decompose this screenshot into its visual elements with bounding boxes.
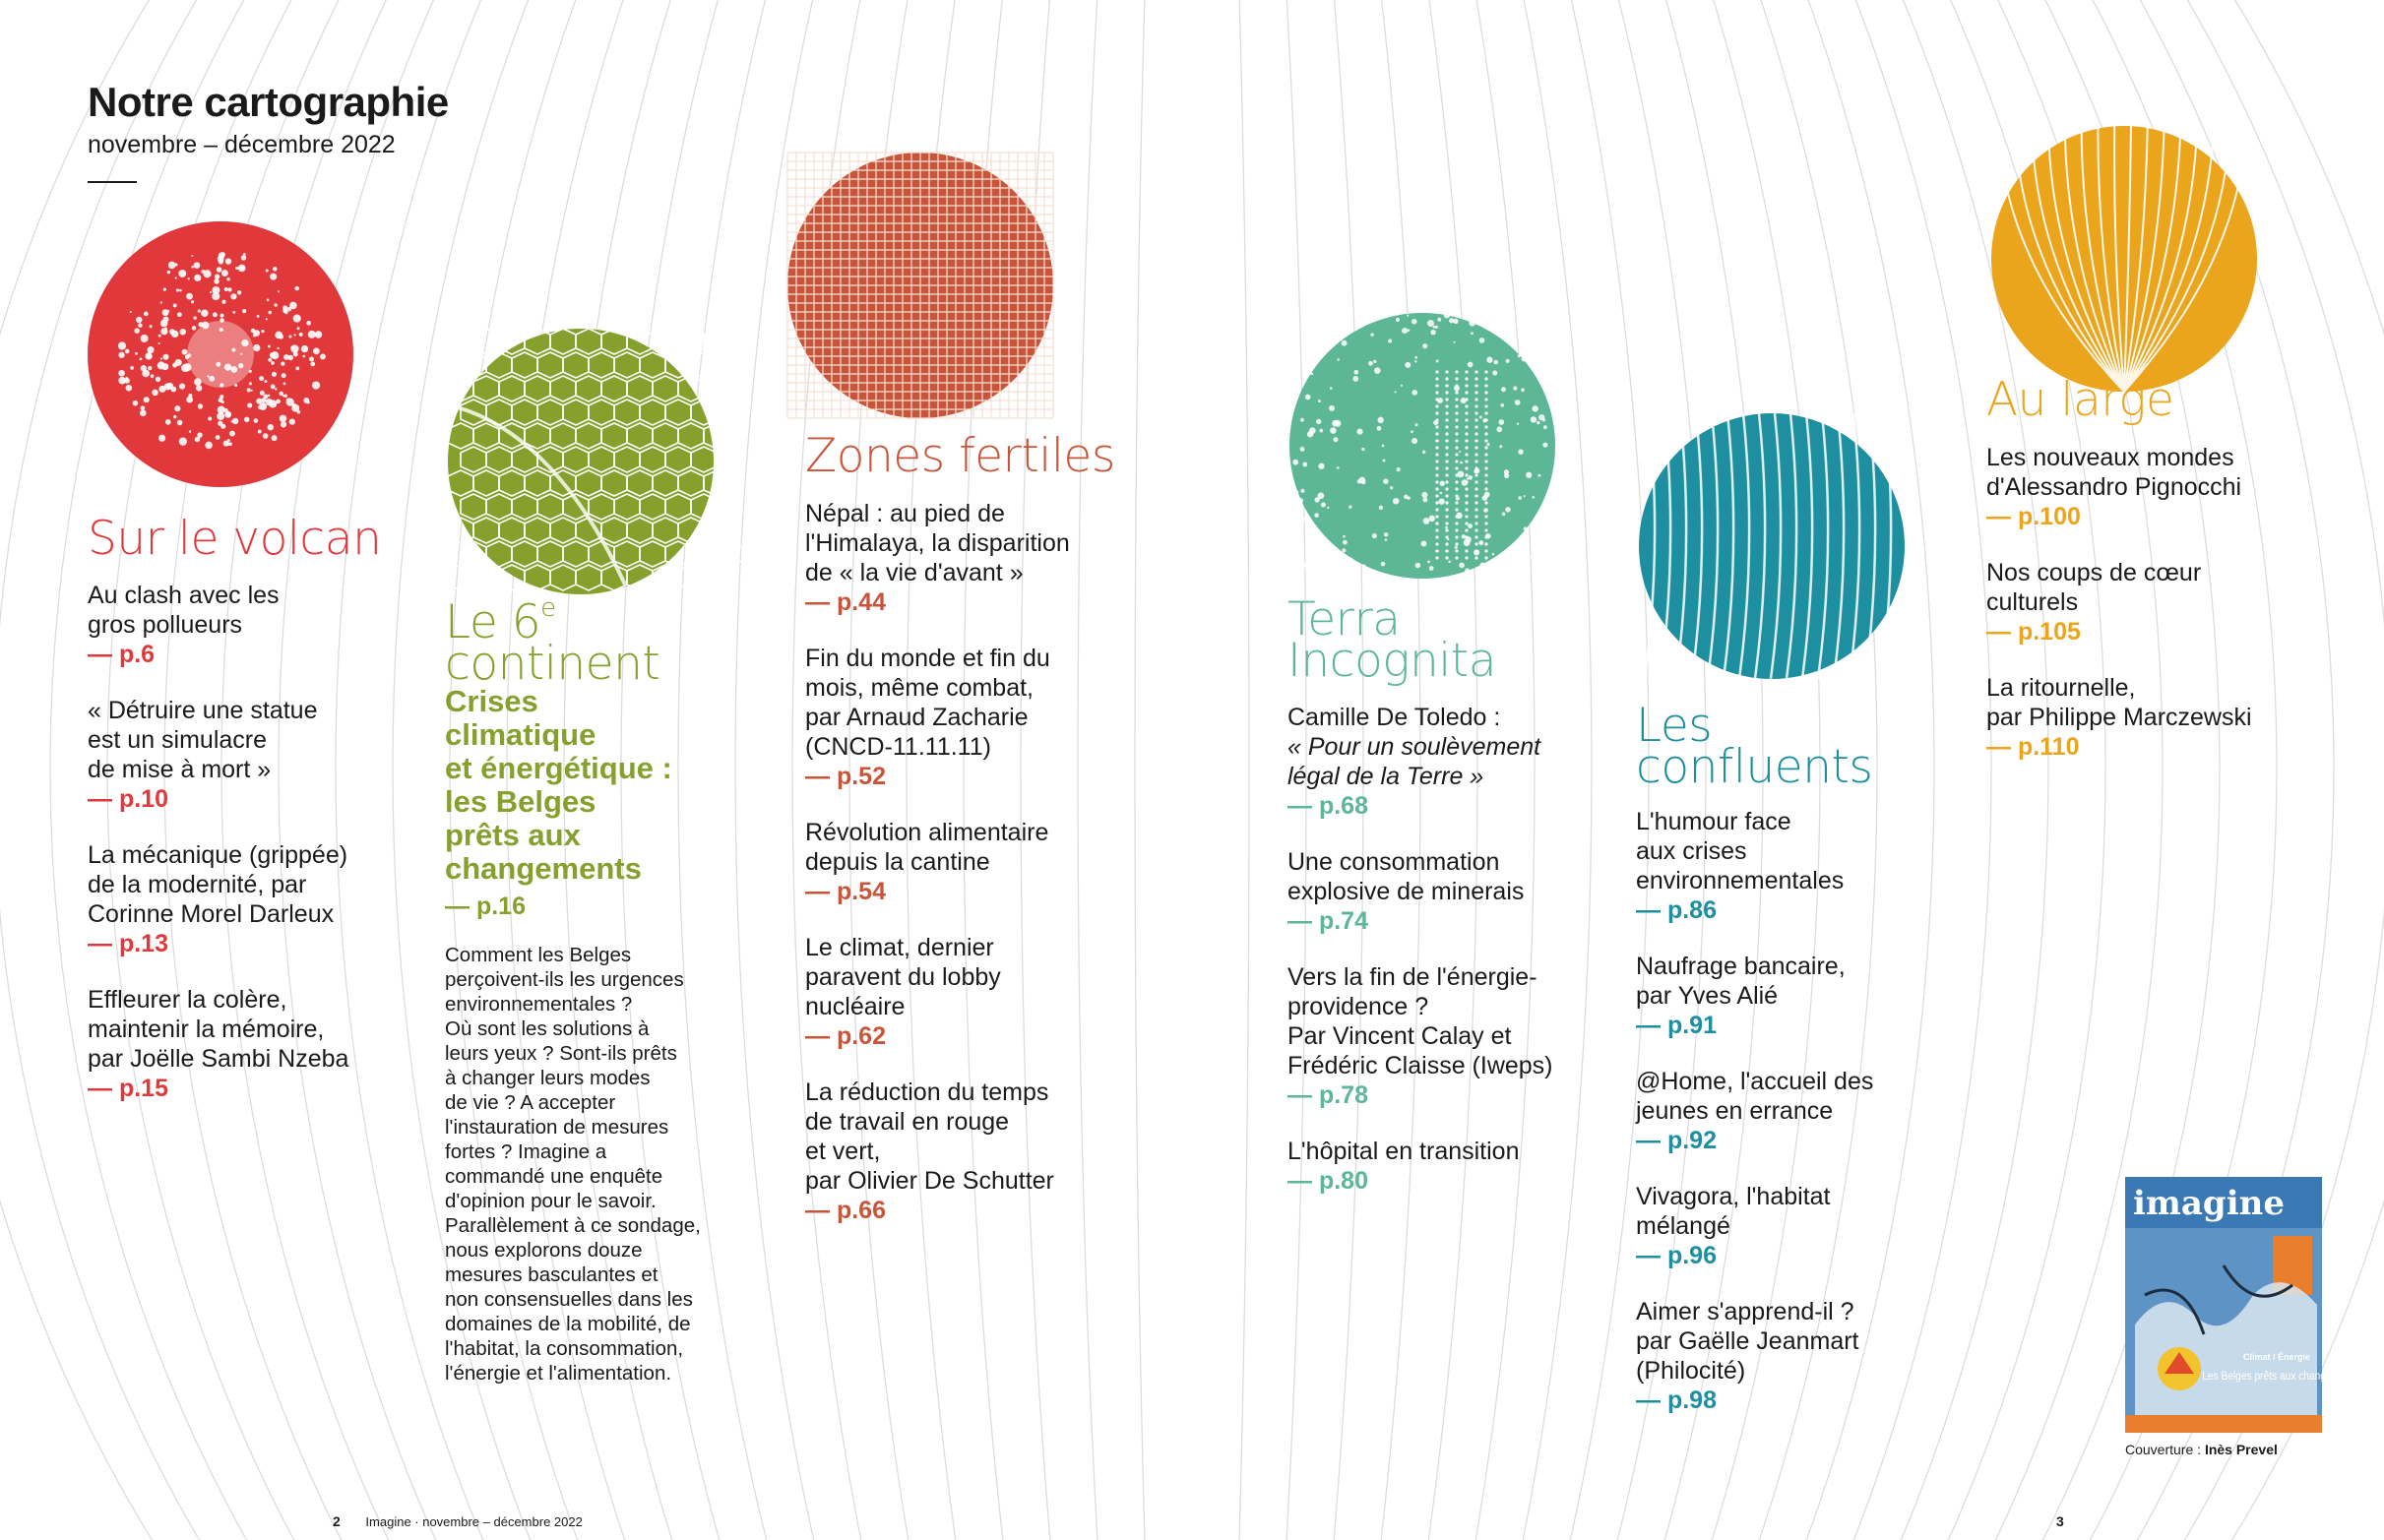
section-title-terra: Terra Incognita	[1287, 592, 1497, 688]
article-item[interactable]	[805, 644, 1140, 791]
page-subtitle: novembre – décembre 2022	[88, 131, 396, 158]
article-page: — p.86	[1636, 896, 1717, 924]
article-title: « Détruire une statue est un simulacre de mise à mort »	[88, 697, 318, 783]
article-page: — p.78	[1287, 1081, 1368, 1109]
article-item[interactable]	[88, 985, 412, 1103]
article-title: La mécanique (grippée) de la modernité, par Corinne Morel Darleux	[88, 841, 348, 928]
article-page: — p.98	[1636, 1386, 1717, 1414]
article-title: Népal : au pied de l'Himalaya, la disparition de « la vie d'avant »	[805, 500, 1070, 586]
article-title: Les nouveaux mondes d'Alessandro Pignocchi	[1986, 444, 2242, 501]
article-title: L'humour face aux crises environnementales	[1636, 808, 1845, 894]
page-title: Notre cartographie	[88, 79, 449, 125]
article-item[interactable]	[1287, 847, 1622, 936]
article-page: — p.80	[1287, 1167, 1368, 1195]
article-page: — p.44	[805, 588, 886, 616]
folio-text: Imagine · novembre – décembre 2022	[365, 1514, 583, 1529]
article-item[interactable]	[88, 581, 412, 669]
article-item[interactable]	[1986, 673, 2321, 762]
article-item[interactable]	[1287, 1137, 1622, 1196]
title-rule	[88, 181, 137, 183]
article-page: — p.62	[805, 1022, 886, 1050]
article-title: Vers la fin de l'énergie- providence ? Par Vincent Calay et Frédéric Claisse (Iweps)	[1287, 963, 1553, 1079]
folio-left	[333, 1513, 583, 1529]
article-item[interactable]	[805, 499, 1140, 617]
cover-masthead: imagine	[2133, 1184, 2285, 1223]
section-large-list	[1986, 443, 2321, 788]
article-item[interactable]	[1636, 1297, 1951, 1415]
article-title: Révolution alimentaire depuis la cantine	[805, 819, 1049, 876]
section-terra-list	[1287, 703, 1622, 1222]
article-item[interactable]	[1287, 703, 1622, 821]
article-item[interactable]	[88, 696, 412, 814]
article-page: — p.110	[1986, 733, 2080, 761]
article-title: Aimer s'apprend-il ? par Gaëlle Jeanmart (Philocité)	[1636, 1298, 1859, 1385]
article-item[interactable]	[1287, 962, 1622, 1110]
section-title-large: Au large	[1986, 373, 2174, 427]
page-number-right: 3	[2056, 1513, 2064, 1529]
article-page: — p.91	[1636, 1012, 1717, 1039]
feature-body: Comment les Belges perçoivent-ils les urgences environnementales ? Où sont les solutions à leurs yeux ? Sont-ils prêts à changer leurs modes de vie ? A accepter l'instauration de mesures fortes ? Imagine a commandé une enquête d'opinion pour le savoir. Parallèlement à ce sondage, nous explorons douze mesures basculantes et non consensuelles dans les domaines de la mobilité, de l'habitat, la consommation, l'énergie et l'alimentation.	[445, 944, 701, 1385]
confluents-texture-disc	[1639, 413, 1905, 679]
article-title: Camille De Toledo :	[1287, 704, 1501, 731]
article-title: Vivagora, l'habitat mélangé	[1636, 1183, 1831, 1240]
article-title: Naufrage bancaire, par Yves Alié	[1636, 953, 1846, 1010]
article-title: Effleurer la colère, maintenir la mémoire, par Joëlle Sambi Nzeba	[88, 986, 349, 1073]
article-title: L'hôpital en transition	[1287, 1138, 1520, 1165]
fertiles-texture-disc	[787, 153, 1053, 418]
section-fertiles-list	[805, 499, 1140, 1252]
page-number-left: 2	[333, 1513, 341, 1529]
article-title: Une consommation explosive de minerais	[1287, 848, 1525, 905]
article-title-quote: « Pour un soulèvement légal de la Terre »	[1287, 733, 1541, 790]
section-title-volcan: Sur le volcan	[88, 512, 382, 566]
article-item[interactable]	[1636, 952, 1951, 1040]
feature-page: — p.16	[445, 893, 526, 920]
continent-texture-disc	[448, 329, 714, 594]
article-page: — p.100	[1986, 503, 2081, 530]
article-item[interactable]	[1986, 443, 2321, 531]
article-item[interactable]	[1636, 1067, 1951, 1155]
section-continent-feature[interactable]	[445, 685, 730, 1386]
section-title-continent: Le 6e continent	[445, 593, 660, 691]
article-item[interactable]	[1636, 1182, 1951, 1270]
article-item[interactable]	[805, 1078, 1140, 1225]
article-item[interactable]	[805, 933, 1140, 1051]
article-item[interactable]	[1986, 558, 2321, 647]
article-page: — p.52	[805, 763, 886, 790]
article-page: — p.105	[1986, 618, 2081, 646]
article-page: — p.68	[1287, 792, 1368, 820]
section-confluents-list	[1636, 807, 1951, 1442]
article-page: — p.96	[1636, 1242, 1717, 1269]
cover-headline: Les Belges prêts aux changements	[2202, 1370, 2359, 1384]
article-title: Le climat, dernier paravent du lobby nucléaire	[805, 934, 1001, 1020]
article-page: — p.54	[805, 878, 886, 905]
article-page: — p.13	[88, 930, 168, 957]
article-item[interactable]	[1636, 807, 1951, 925]
article-page: — p.6	[88, 641, 156, 668]
section-title-confluents: Les confluents	[1636, 699, 1873, 794]
article-title: La ritournelle, par Philippe Marczewski	[1986, 674, 2252, 731]
article-item[interactable]	[805, 818, 1140, 906]
article-page: — p.66	[805, 1197, 886, 1224]
article-title: Fin du monde et fin du mois, même combat, par Arnaud Zacharie (CNCD-11.11.11)	[805, 645, 1050, 761]
cover-credit: Couverture : Inès Prevel	[2125, 1442, 2278, 1457]
terra-texture-disc	[1289, 313, 1555, 579]
article-item[interactable]	[88, 840, 412, 958]
article-page: — p.10	[88, 785, 168, 813]
article-title: Nos coups de cœur culturels	[1986, 559, 2202, 616]
article-title: @Home, l'accueil des jeunes en errance	[1636, 1068, 1874, 1125]
article-page: — p.92	[1636, 1127, 1717, 1154]
volcan-texture-disc	[88, 221, 353, 487]
feature-headline: Crises climatique et énergétique : les Belges prêts aux changements	[445, 684, 672, 886]
section-volcan-list	[88, 581, 412, 1130]
magazine-cover-thumbnail[interactable]	[2125, 1177, 2359, 1433]
large-texture-disc	[1991, 126, 2257, 392]
article-title: Au clash avec les gros pollueurs	[88, 582, 280, 639]
cover-label: Climat / Énergie	[2243, 1352, 2311, 1362]
article-title: La réduction du temps de travail en rouge et vert, par Olivier De Schutter	[805, 1078, 1054, 1195]
section-title-fertiles: Zones fertiles	[805, 429, 1115, 483]
article-page: — p.74	[1287, 907, 1368, 935]
article-page: — p.15	[88, 1075, 168, 1102]
folio-right	[2056, 1513, 2064, 1529]
